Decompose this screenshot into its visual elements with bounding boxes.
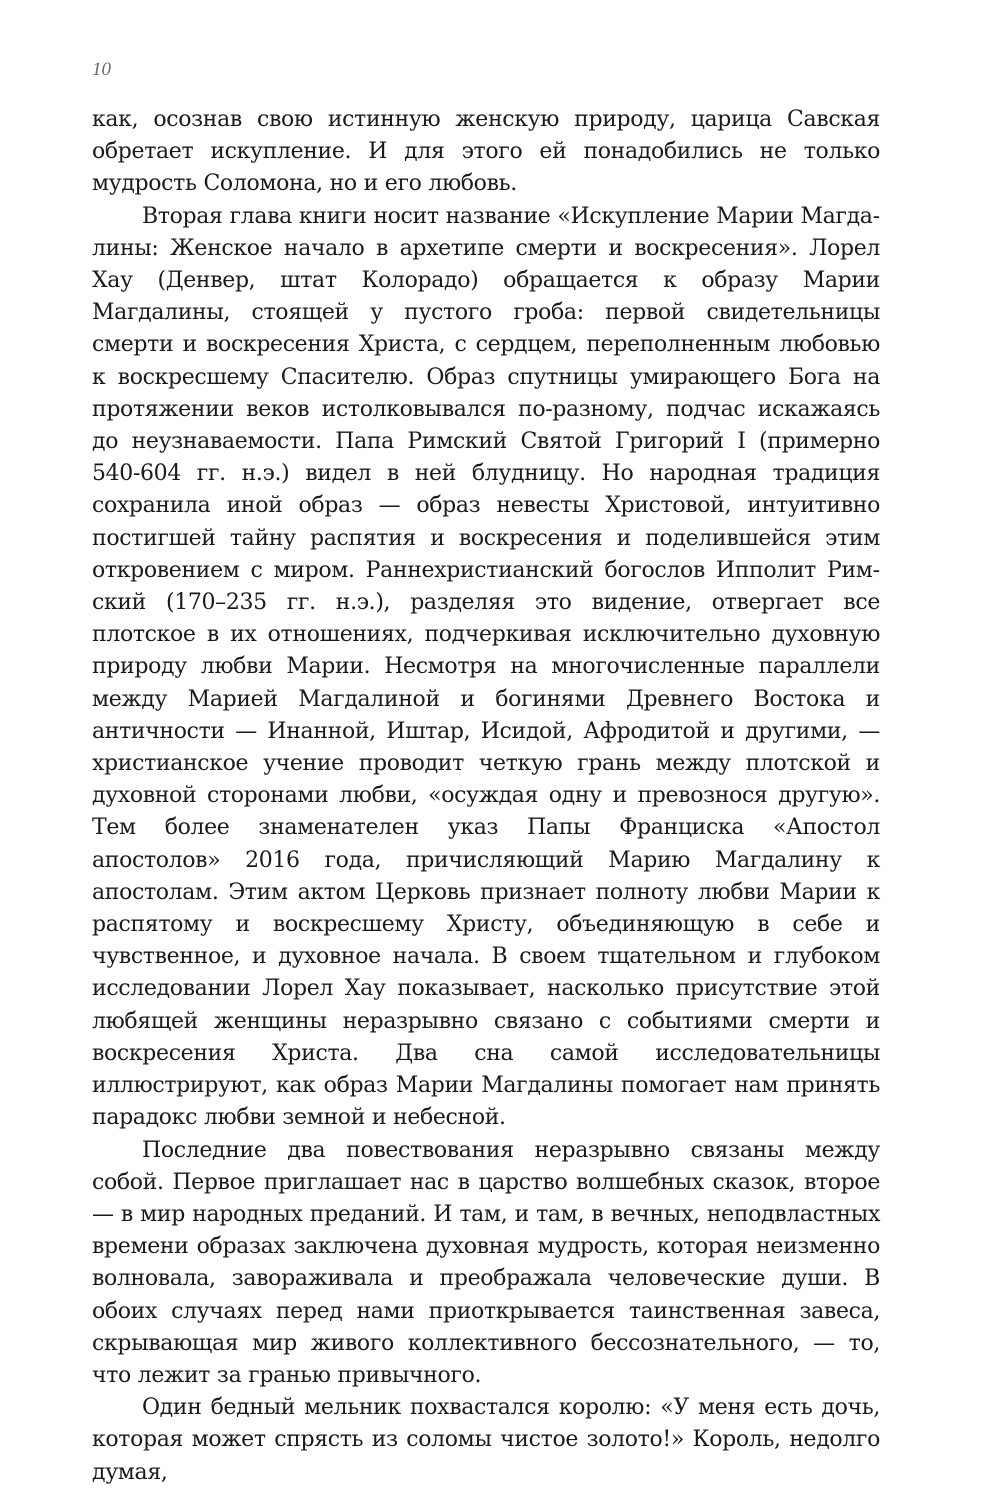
body-text <box>92 104 880 1489</box>
paragraph-last-narratives: Последние два повествования неразрывно связаны между собой. Первое приглашает нас в царство волшебных сказок, второе — в мир народных преданий. И там, и там, в вечных, неподвластных времени образах заключена духовная мудрость, которая неизменно волновала, завораживала и преображала человеческие души. В обоих случаях перед нами приоткрывается таинственная завеса, скрывающая мир живого коллективного бессознательного, — то, что лежит за гранью привычного. <box>92 1137 880 1388</box>
page-number: 10 <box>92 59 111 80</box>
paragraph-miller-tale: Один бедный мельник похвастался королю: «У меня есть дочь, которая может спрясть из соломы чистое золото!» Король, недолго думая, <box>92 1395 880 1485</box>
paragraph-continued: как, осознав свою истинную женскую природу, царица Савская обретает искупление. И для этого ей понадобились не только мудрость Соломона, но и его любовь. <box>92 107 880 197</box>
paragraph-mary-magdalene: Вторая глава книги носит название «Искупление Марии Магдалины: Женское начало в архетипе смерти и воскресения». Лорел Хау (Денвер, штат Колорадо) обращается к образу Марии Магдалины, стоящей у пустого гроба: первой свидетельницы смерти и воскресения Христа, с сердцем, переполненным любовью к воскресшему Спасителю. Образ спутницы умирающего Бога на протяжении веков истолковывался по-разному, подчас искажаясь до неузнаваемости. Папа Римский Святой Григорий I (примерно 540-604 гг. н.э.) видел в ней блудницу. Но народная традиция сохранила иной образ — образ невесты Христовой, интуитивно постигшей тайну распятия и воскресения и поделившейся этим откровением с миром. Раннехристианский богослов Ипполит Римский (170–235 гг. н.э.), разделяя это видение, отвергает все плотское в их отношениях, подчеркивая исключительно духовную природу любви Марии. Несмотря на многочисленные параллели между Марией Магдалиной и богинями Древнего Востока и античности — Инанной, Иштар, Исидой, Афродитой и другими, — христианское учение проводит четкую грань между плотской и духовной сторонами любви, «осуждая одну и превознося другую». Тем более знаменателен указ Папы Франциска «Апостол апостолов» 2016 года, причисляющий Марию Магдалину к апостолам. Этим актом Церковь признает полноту любви Марии к распятому и воскресшему Христу, объединяющую в себе и чувственное, и духовное начала. В своем тщательном и глубоком исследовании Лорел Хау показывает, насколько присутствие этой любящей женщины неразрывно связано с событиями смерти и воскресения Христа. Два сна самой исследовательницы иллюстрируют, как образ Марии Магдалины помогает нам принять парадокс любви земной и небесной. <box>92 203 880 1131</box>
